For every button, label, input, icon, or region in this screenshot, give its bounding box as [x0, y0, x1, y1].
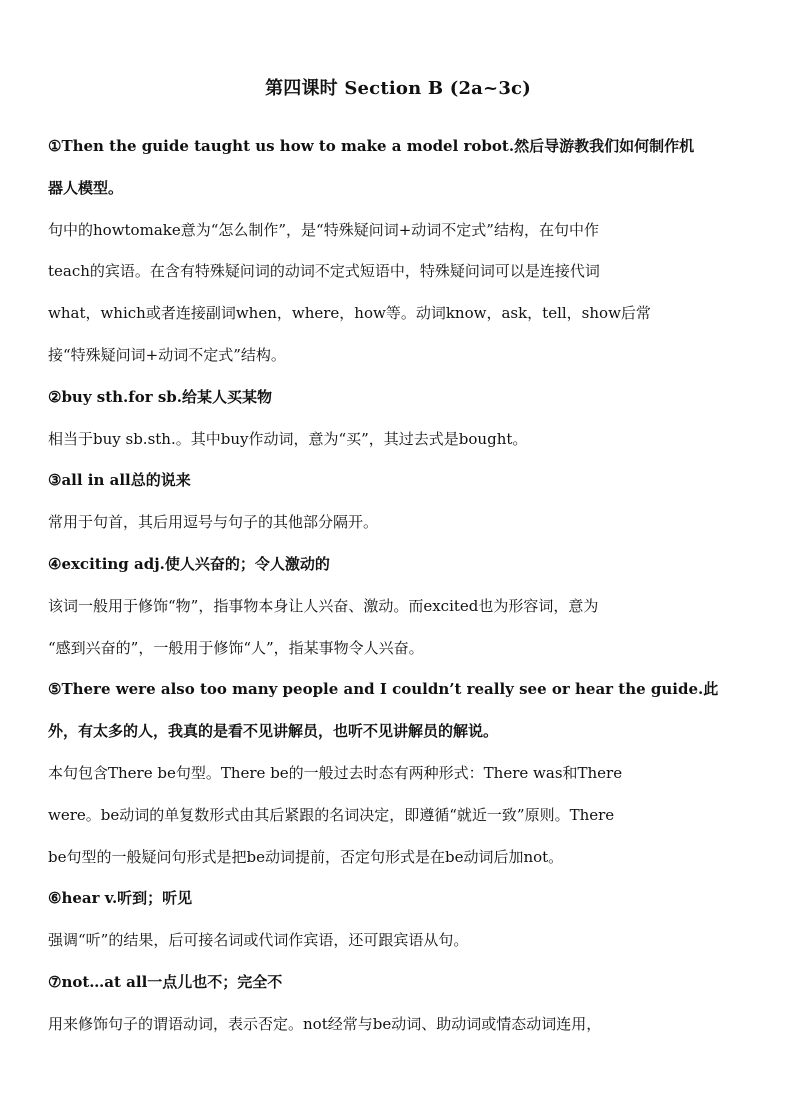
text-line: were。be动词的单复数形式由其后紧跟的名词决定，即遵循“就近一致”原则。There: [48, 805, 615, 824]
heading-line: 器人模型。: [48, 178, 124, 197]
text-line: be句型的一般疑问句形式是把be动词提前，否定句形式是在be动词后加not。: [48, 847, 564, 866]
text-line: teach的宾语。在含有特殊疑问词的动词不定式短语中，特殊疑问词可以是连接代词: [48, 262, 600, 281]
text-line: 句中的howtomake意为“怎么制作”，是“特殊疑问词+动词不定式”结构，在句中作: [48, 220, 599, 239]
heading-line: ⑦not…at all一点儿也不；完全不: [48, 972, 283, 991]
document-page: [48, 72, 748, 1046]
heading-line: ②buy sth.for sb.给某人买某物: [48, 387, 273, 406]
text-line: 该词一般用于修饰“物”，指事物本身让人兴奋、激动。而excited也为形容词，意为: [48, 596, 599, 615]
heading-line: ⑤There were also too many people and I couldn’t really see or hear the guide.此: [48, 680, 719, 699]
heading-line: ①Then the guide taught us how to make a model robot.然后导游教我们如何制作机: [48, 137, 695, 155]
text-line: 常用于句首，其后用逗号与句子的其他部分隔开。: [48, 513, 379, 532]
document-body: [48, 126, 748, 1046]
page-title: 第四课时 Section B (2a~3c): [265, 78, 531, 99]
heading-line: ③all in all总的说来: [48, 471, 191, 490]
text-line: “感到兴奋的”，一般用于修饰“人”，指某事物令人兴奋。: [48, 638, 424, 657]
text-line: 本句包含There be句型。There be的一般过去时态有两种形式：There was和There: [48, 763, 623, 782]
text-line: 强调“听”的结果，后可接名词或代词作宾语，还可跟宾语从句。: [48, 931, 469, 950]
heading-line: 外，有太多的人，我真的是看不见讲解员，也听不见讲解员的解说。: [48, 722, 499, 741]
text-line: 相当于buy sb.sth.。其中buy作动词，意为“买”，其过去式是bought。: [48, 429, 528, 448]
text-line: 接“特殊疑问词+动词不定式”结构。: [48, 345, 286, 364]
heading-line: ⑥hear v.听到；听见: [48, 889, 193, 908]
heading-line: ④exciting adj.使人兴奋的；令人激动的: [48, 554, 330, 573]
text-line: 用来修饰句子的谓语动词，表示否定。not经常与be动词、助动词或情态动词连用，: [48, 1014, 602, 1033]
text-line: what，which或者连接副词when，where，how等。动词know，ask，tell，show后常: [48, 304, 651, 323]
